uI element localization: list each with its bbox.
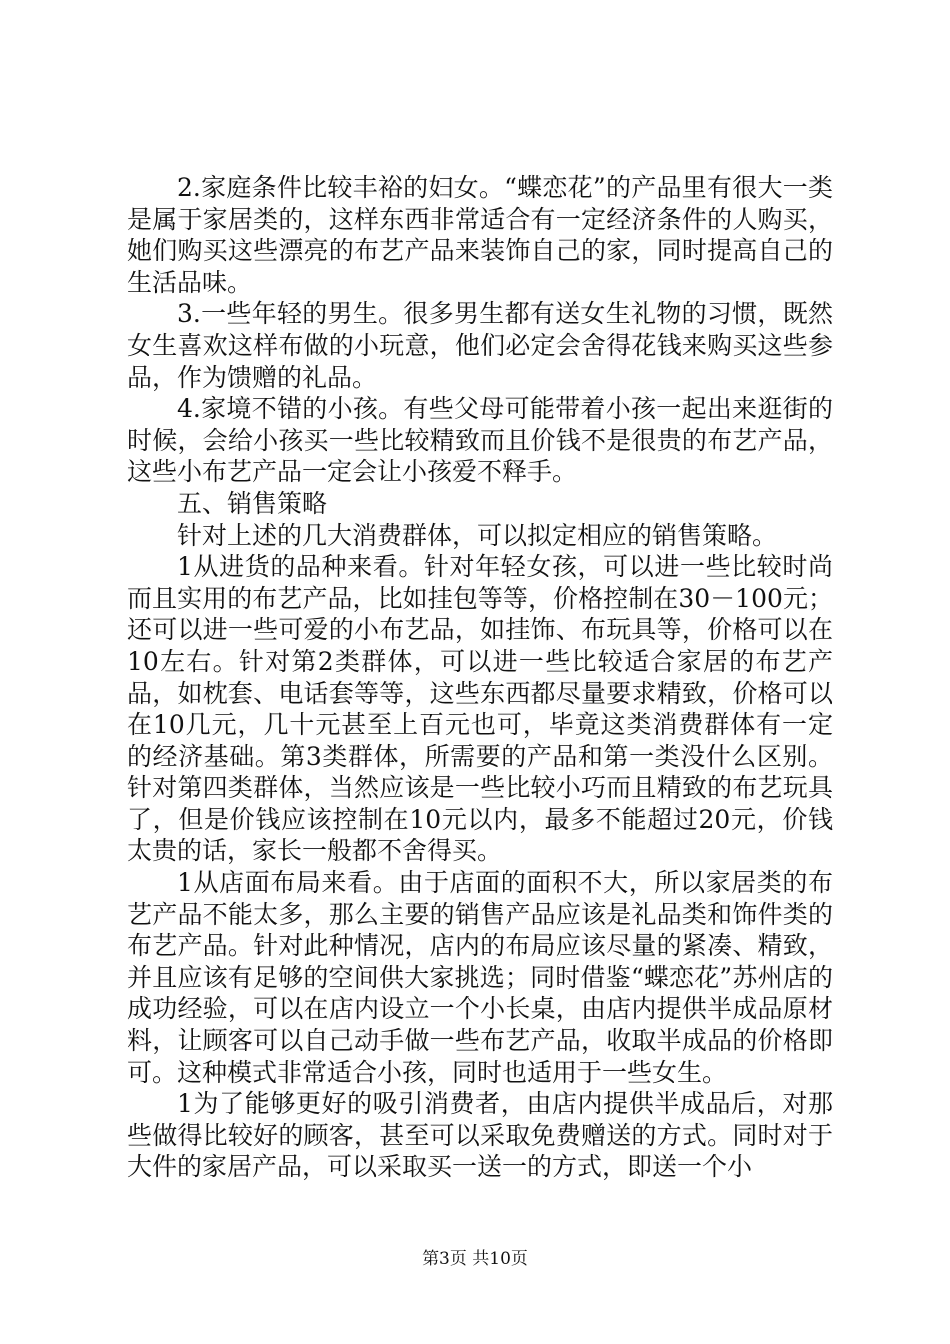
document-body [127,140,833,1183]
paragraph-strategy-intro: 针对上述的几大消费群体，可以拟定相应的销售策略。 [177,520,778,550]
page-footer: 第3页 共10页 [422,1249,528,1269]
paragraph-target-group-4: 4.家境不错的小孩。有些父母可能带着小孩一起出来逛街的时候，会给小孩买一些比较精致而且价钱不是很贵的布艺产品，这些小布艺产品一定会让小孩爱不释手。 [127,394,833,487]
paragraph-store-layout: 1从店面布局来看。由于店面的面积不大，所以家居类的布艺产品不能太多，那么主要的销售产品应该是礼品类和饰件类的布艺产品。针对此种情况，店内的布局应该尽量的紧凑、精致，并且应该有足够的空间供大家挑选；同时借鉴“蝶恋花”苏州店的成功经验，可以在店内设立一个小长桌，由店内提供半成品原材料，让顾客可以自己动手做一些布艺产品，收取半成品的价格即可。这种模式非常适合小孩，同时也适用于一些女生。 [127,868,833,1087]
section-heading-sales-strategy: 五、销售策略 [177,488,328,518]
paragraph-target-group-2: 2.家庭条件比较丰裕的妇女。“蝶恋花”的产品里有很大一类是属于家居类的，这样东西非常适合有一定经济条件的人购买，她们购买这些漂亮的布艺产品来装饰自己的家，同时提高自己的生活品味。 [127,173,833,297]
paragraph-target-group-3: 3.一些年轻的男生。很多男生都有送女生礼物的习惯，既然女生喜欢这样布做的小玩意，他们必定会舍得花钱来购买这些参品，作为馈赠的礼品。 [127,299,833,392]
paragraph-promotion: 1为了能够更好的吸引消费者，由店内提供半成品后，对那些做得比较好的顾客，甚至可以采取免费赠送的方式。同时对于大件的家居产品，可以采取买一送一的方式，即送一个小 [127,1089,833,1182]
paragraph-product-selection: 1从进货的品种来看。针对年轻女孩，可以进一些比较时尚而且实用的布艺产品，比如挂包等等，价格控制在30－100元；还可以进一些可爱的小布艺品，如挂饰、布玩具等，价格可以在10左右。针对第2类群体，可以进一些比较适合家居的布艺产品，如枕套、电话套等等，这些东西都尽量要求精致，价格可以在10几元，几十元甚至上百元也可，毕竟这类消费群体有一定的经济基础。第3类群体，所需要的产品和第一类没什么区别。针对第四类群体，当然应该是一些比较小巧而且精致的布艺玩具了，但是价钱应该控制在10元以内，最多不能超过20元，价钱太贵的话，家长一般都不舍得买。 [127,552,833,866]
